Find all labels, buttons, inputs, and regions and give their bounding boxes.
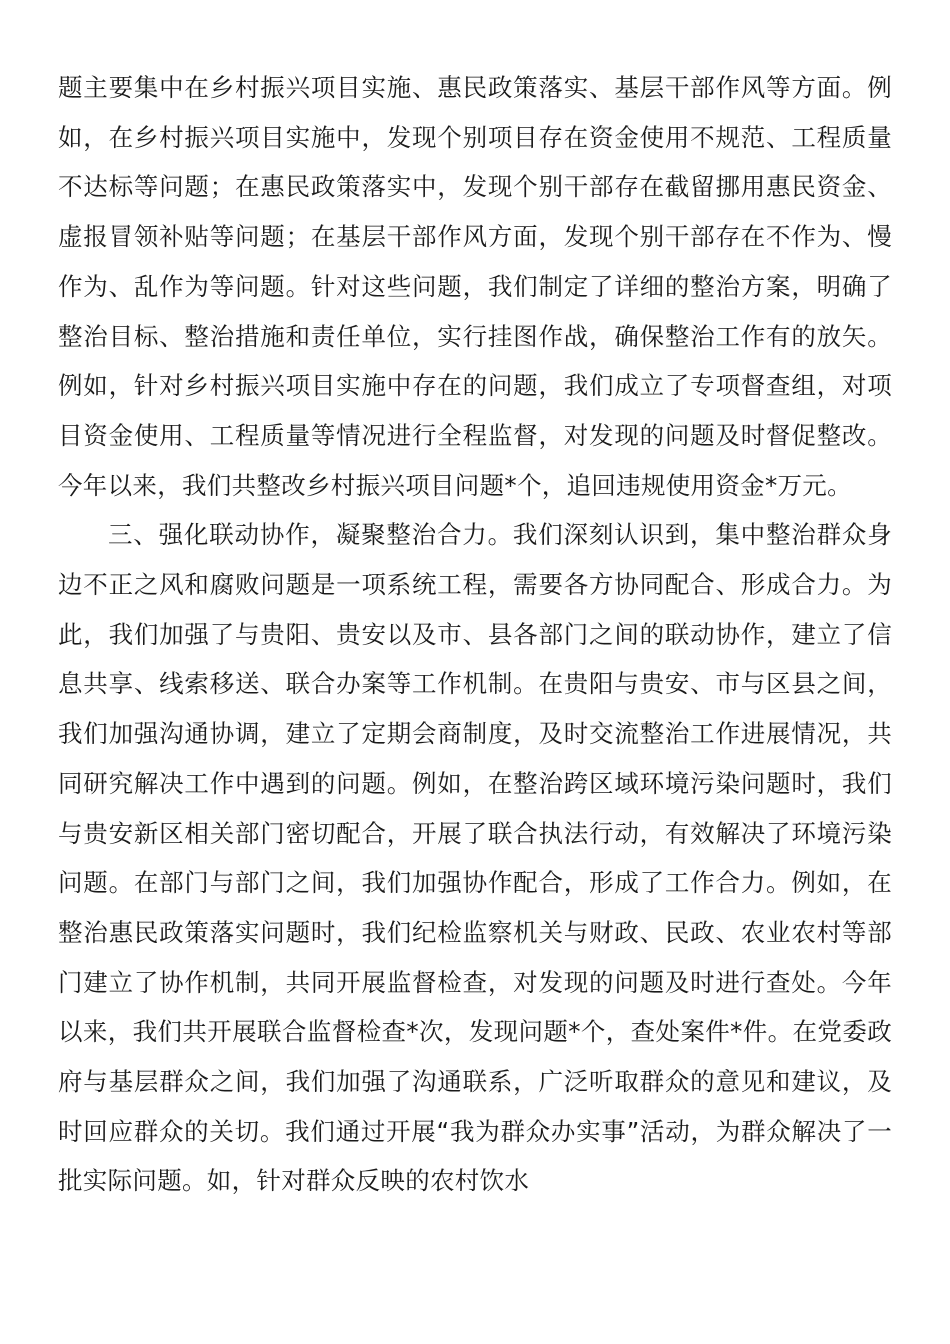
paragraph-section-three: 三、强化联动协作，凝聚整治合力。我们深刻认识到，集中整治群众身边不正之风和腐败问题是一项系统工程，需要各方协同配合、形成合力。为此，我们加强了与贵阳、贵安以及市、县各部门之间的联动协作，建立了信息共享、线索移送、联合办案等工作机制。在贵阳与贵安、市与区县之间，我们加强沟通协调，建立了定期会商制度，及时交流整治工作进展情况，共同研究解决工作中遇到的问题。例如，在整治跨区域环境污染问题时，我们与贵安新区相关部门密切配合，开展了联合执法行动，有效解决了环境污染问题。在部门与部门之间，我们加强协作配合，形成了工作合力。例如，在整治惠民政策落实问题时，我们纪检监察机关与财政、民政、农业农村等部门建立了协作机制，共同开展监督检查，对发现的问题及时进行查处。今年以来，我们共开展联合监督检查*次，发现问题*个，查处案件*件。在党委政府与基层群众之间，我们加强了沟通联系，广泛听取群众的意见和建议，及时回应群众的关切。我们通过开展“我为群众办实事”活动，为群众解决了一批实际问题。如，针对群众反映的农村饮水 — [58, 520, 892, 1196]
document-body — [58, 63, 892, 1206]
paragraph-continuation: 题主要集中在乡村振兴项目实施、惠民政策落实、基层干部作风等方面。例如，在乡村振兴项目实施中，发现个别项目存在资金使用不规范、工程质量不达标等问题；在惠民政策落实中，发现个别干部存在截留挪用惠民资金、虚报冒领补贴等问题；在基层干部作风方面，发现个别干部存在不作为、慢作为、乱作为等问题。针对这些问题，我们制定了详细的整治方案，明确了整治目标、整治措施和责任单位，实行挂图作战，确保整治工作有的放矢。例如，针对乡村振兴项目实施中存在的问题，我们成立了专项督查组，对项目资金使用、工程质量等情况进行全程监督，对发现的问题及时督促整改。今年以来，我们共整改乡村振兴项目问题*个，追回违规使用资金*万元。 — [58, 73, 892, 500]
